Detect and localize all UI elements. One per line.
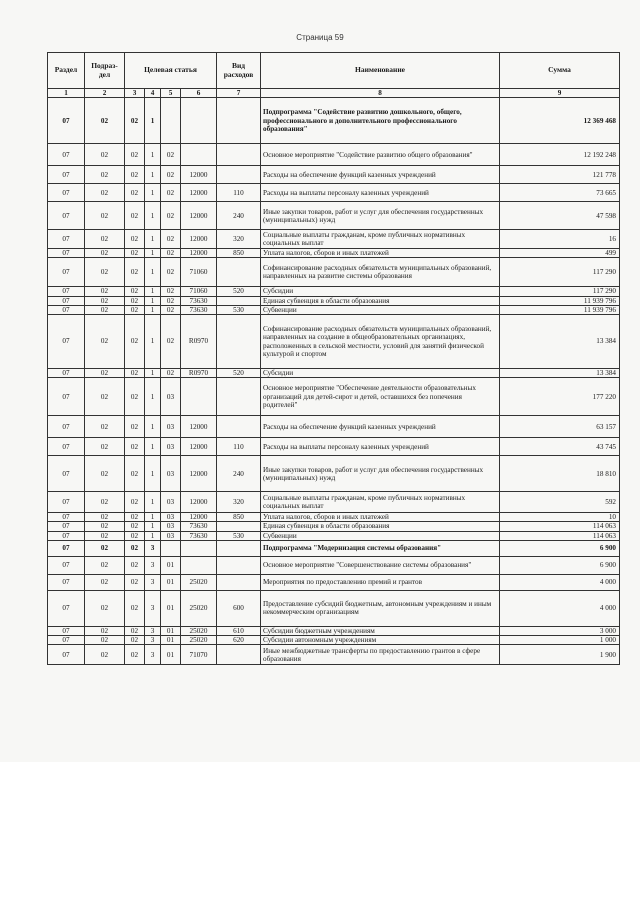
podrazdel-cell: 02 xyxy=(85,249,125,258)
cel-meropriyatie-cell: 02 xyxy=(161,184,181,202)
cel-podprogramma-cell: 1 xyxy=(145,416,161,438)
podrazdel-cell: 02 xyxy=(85,315,125,369)
naimenovanie-cell: Субвенции xyxy=(261,305,500,314)
razdel-cell: 07 xyxy=(48,626,85,635)
cel-podprogramma-cell: 1 xyxy=(145,230,161,249)
cel-napravlenie-cell: 12000 xyxy=(181,456,217,492)
naimenovanie-cell: Расходы на обеспечение функций казенных учреждений xyxy=(261,166,500,184)
table-row xyxy=(48,230,620,249)
cel-napravlenie-cell: 73630 xyxy=(181,531,217,540)
vid-rashodov-cell: 530 xyxy=(217,531,261,540)
razdel-cell: 07 xyxy=(48,305,85,314)
cel-statya-cell: 02 xyxy=(125,456,145,492)
naimenovanie-cell: Предоставление субсидий бюджетным, автономным учреждениям и иным некоммерческим организациям xyxy=(261,590,500,626)
cel-statya-cell: 02 xyxy=(125,590,145,626)
razdel-cell: 07 xyxy=(48,184,85,202)
razdel-cell: 07 xyxy=(48,645,85,665)
column-number: 3 xyxy=(125,89,145,98)
cel-meropriyatie-cell: 02 xyxy=(161,166,181,184)
cel-statya-cell: 02 xyxy=(125,184,145,202)
table-row xyxy=(48,556,620,574)
cel-podprogramma-cell: 3 xyxy=(145,626,161,635)
cel-statya-cell: 02 xyxy=(125,378,145,416)
cel-podprogramma-cell: 3 xyxy=(145,645,161,665)
cel-meropriyatie-cell: 02 xyxy=(161,230,181,249)
podrazdel-cell: 02 xyxy=(85,144,125,166)
column-number: 8 xyxy=(261,89,500,98)
cel-meropriyatie-cell: 02 xyxy=(161,202,181,230)
column-number: 1 xyxy=(48,89,85,98)
table-row xyxy=(48,531,620,540)
cel-meropriyatie-cell: 03 xyxy=(161,378,181,416)
naimenovanie-cell: Расходы на обеспечение функций казенных учреждений xyxy=(261,416,500,438)
summa-cell: 18 810 xyxy=(500,456,620,492)
cel-meropriyatie-cell: 03 xyxy=(161,531,181,540)
vid-rashodov-cell: 110 xyxy=(217,184,261,202)
summa-cell: 10 xyxy=(500,513,620,522)
naimenovanie-cell: Единая субвенция в области образования xyxy=(261,296,500,305)
razdel-cell: 07 xyxy=(48,531,85,540)
cel-meropriyatie-cell: 02 xyxy=(161,296,181,305)
cel-statya-cell: 02 xyxy=(125,540,145,556)
cel-statya-cell: 02 xyxy=(125,305,145,314)
cel-meropriyatie-cell: 02 xyxy=(161,369,181,378)
cel-meropriyatie-cell: 03 xyxy=(161,438,181,456)
vid-rashodov-cell: 530 xyxy=(217,305,261,314)
table-row xyxy=(48,540,620,556)
razdel-cell: 07 xyxy=(48,416,85,438)
table-row xyxy=(48,98,620,144)
cel-statya-cell: 02 xyxy=(125,202,145,230)
podrazdel-cell: 02 xyxy=(85,378,125,416)
cel-napravlenie-cell: 12000 xyxy=(181,492,217,513)
cel-meropriyatie-cell: 01 xyxy=(161,636,181,645)
cel-podprogramma-cell: 1 xyxy=(145,378,161,416)
cel-statya-cell: 02 xyxy=(125,144,145,166)
cel-meropriyatie-cell: 02 xyxy=(161,144,181,166)
cel-podprogramma-cell: 1 xyxy=(145,184,161,202)
cel-podprogramma-cell: 1 xyxy=(145,438,161,456)
cel-napravlenie-cell: R0970 xyxy=(181,315,217,369)
header-podrazdel: Подраз-дел xyxy=(85,53,125,89)
vid-rashodov-cell xyxy=(217,98,261,144)
table-row xyxy=(48,636,620,645)
summa-cell: 117 290 xyxy=(500,287,620,296)
naimenovanie-cell: Основное мероприятие "Совершенствование системы образования" xyxy=(261,556,500,574)
table-row xyxy=(48,166,620,184)
razdel-cell: 07 xyxy=(48,369,85,378)
cel-meropriyatie-cell: 01 xyxy=(161,574,181,590)
cel-meropriyatie-cell xyxy=(161,540,181,556)
cel-podprogramma-cell: 1 xyxy=(145,144,161,166)
cel-statya-cell: 02 xyxy=(125,626,145,635)
cel-podprogramma-cell: 1 xyxy=(145,315,161,369)
cel-podprogramma-cell: 1 xyxy=(145,522,161,531)
cel-napravlenie-cell: R0970 xyxy=(181,369,217,378)
column-number: 4 xyxy=(145,89,161,98)
cel-statya-cell: 02 xyxy=(125,249,145,258)
cel-meropriyatie-cell: 02 xyxy=(161,315,181,369)
table-row xyxy=(48,438,620,456)
column-number: 5 xyxy=(161,89,181,98)
summa-cell: 12 192 248 xyxy=(500,144,620,166)
cel-statya-cell: 02 xyxy=(125,438,145,456)
column-number: 9 xyxy=(500,89,620,98)
header-vid-rashodov: Вид расходов xyxy=(217,53,261,89)
table-row xyxy=(48,492,620,513)
vid-rashodov-cell: 320 xyxy=(217,230,261,249)
cel-statya-cell: 02 xyxy=(125,369,145,378)
cel-napravlenie-cell: 12000 xyxy=(181,513,217,522)
summa-cell: 592 xyxy=(500,492,620,513)
cel-meropriyatie-cell: 03 xyxy=(161,456,181,492)
vid-rashodov-cell: 850 xyxy=(217,249,261,258)
cel-napravlenie-cell: 12000 xyxy=(181,230,217,249)
cel-meropriyatie-cell: 01 xyxy=(161,626,181,635)
naimenovanie-cell: Социальные выплаты гражданам, кроме публичных нормативных социальных выплат xyxy=(261,230,500,249)
podrazdel-cell: 02 xyxy=(85,513,125,522)
cel-napravlenie-cell: 71070 xyxy=(181,645,217,665)
razdel-cell: 07 xyxy=(48,492,85,513)
cel-napravlenie-cell: 25020 xyxy=(181,626,217,635)
podrazdel-cell: 02 xyxy=(85,645,125,665)
razdel-cell: 07 xyxy=(48,98,85,144)
naimenovanie-cell: Мероприятия по предоставлению премий и грантов xyxy=(261,574,500,590)
podrazdel-cell: 02 xyxy=(85,230,125,249)
table-row xyxy=(48,287,620,296)
cel-napravlenie-cell: 25020 xyxy=(181,574,217,590)
naimenovanie-cell: Иные закупки товаров, работ и услуг для обеспечения государственных (муниципальных) нужд xyxy=(261,456,500,492)
naimenovanie-cell: Основное мероприятие "Содействие развитию общего образования" xyxy=(261,144,500,166)
summa-cell: 1 900 xyxy=(500,645,620,665)
table-row xyxy=(48,184,620,202)
vid-rashodov-cell xyxy=(217,296,261,305)
cel-meropriyatie-cell: 03 xyxy=(161,492,181,513)
summa-cell: 13 384 xyxy=(500,369,620,378)
cel-podprogramma-cell: 3 xyxy=(145,556,161,574)
table-row xyxy=(48,513,620,522)
cel-meropriyatie-cell: 02 xyxy=(161,305,181,314)
summa-cell: 499 xyxy=(500,249,620,258)
vid-rashodov-cell xyxy=(217,144,261,166)
razdel-cell: 07 xyxy=(48,636,85,645)
cel-napravlenie-cell: 12000 xyxy=(181,166,217,184)
naimenovanie-cell: Иные межбюджетные трансферты по предоставлению грантов в сфере образования xyxy=(261,645,500,665)
table-row xyxy=(48,315,620,369)
podrazdel-cell: 02 xyxy=(85,166,125,184)
table-row xyxy=(48,626,620,635)
vid-rashodov-cell: 600 xyxy=(217,590,261,626)
vid-rashodov-cell: 520 xyxy=(217,287,261,296)
cel-statya-cell: 02 xyxy=(125,556,145,574)
podrazdel-cell: 02 xyxy=(85,258,125,287)
cel-statya-cell: 02 xyxy=(125,258,145,287)
header-celevaya-statya: Целевая статья xyxy=(125,53,217,89)
cel-podprogramma-cell: 1 xyxy=(145,287,161,296)
cel-meropriyatie-cell: 02 xyxy=(161,258,181,287)
cel-statya-cell: 02 xyxy=(125,492,145,513)
cel-meropriyatie-cell: 01 xyxy=(161,556,181,574)
podrazdel-cell: 02 xyxy=(85,626,125,635)
cel-napravlenie-cell xyxy=(181,556,217,574)
vid-rashodov-cell: 520 xyxy=(217,369,261,378)
cel-napravlenie-cell: 12000 xyxy=(181,184,217,202)
cel-statya-cell: 02 xyxy=(125,522,145,531)
cel-napravlenie-cell xyxy=(181,378,217,416)
podrazdel-cell: 02 xyxy=(85,369,125,378)
cel-statya-cell: 02 xyxy=(125,574,145,590)
table-row xyxy=(48,144,620,166)
naimenovanie-cell: Социальные выплаты гражданам, кроме публичных нормативных социальных выплат xyxy=(261,492,500,513)
cel-statya-cell: 02 xyxy=(125,98,145,144)
cel-statya-cell: 02 xyxy=(125,166,145,184)
cel-podprogramma-cell: 1 xyxy=(145,258,161,287)
podrazdel-cell: 02 xyxy=(85,305,125,314)
cel-napravlenie-cell: 25020 xyxy=(181,636,217,645)
podrazdel-cell: 02 xyxy=(85,522,125,531)
table-row xyxy=(48,590,620,626)
summa-cell: 1 000 xyxy=(500,636,620,645)
cel-napravlenie-cell: 12000 xyxy=(181,202,217,230)
vid-rashodov-cell: 850 xyxy=(217,513,261,522)
table-row xyxy=(48,574,620,590)
naimenovanie-cell: Иные закупки товаров, работ и услуг для обеспечения государственных (муниципальных) нужд xyxy=(261,202,500,230)
summa-cell: 4 000 xyxy=(500,590,620,626)
cel-podprogramma-cell: 3 xyxy=(145,540,161,556)
vid-rashodov-cell xyxy=(217,574,261,590)
cel-podprogramma-cell: 1 xyxy=(145,305,161,314)
podrazdel-cell: 02 xyxy=(85,456,125,492)
podrazdel-cell: 02 xyxy=(85,531,125,540)
vid-rashodov-cell xyxy=(217,315,261,369)
podrazdel-cell: 02 xyxy=(85,296,125,305)
naimenovanie-cell: Подпрограмма "Содействие развитию дошкольного, общего, профессионального и дополнительного профессионального образования" xyxy=(261,98,500,144)
budget-table xyxy=(47,52,620,665)
cel-napravlenie-cell: 73630 xyxy=(181,522,217,531)
header-summa: Сумма xyxy=(500,53,620,89)
summa-cell: 177 220 xyxy=(500,378,620,416)
cel-napravlenie-cell: 12000 xyxy=(181,416,217,438)
naimenovanie-cell: Уплата налогов, сборов и иных платежей xyxy=(261,249,500,258)
summa-cell: 6 900 xyxy=(500,540,620,556)
podrazdel-cell: 02 xyxy=(85,540,125,556)
razdel-cell: 07 xyxy=(48,230,85,249)
table-row xyxy=(48,522,620,531)
naimenovanie-cell: Единая субвенция в области образования xyxy=(261,522,500,531)
table-row xyxy=(48,369,620,378)
cel-napravlenie-cell: 71060 xyxy=(181,287,217,296)
razdel-cell: 07 xyxy=(48,144,85,166)
naimenovanie-cell: Расходы на выплаты персоналу казенных учреждений xyxy=(261,184,500,202)
razdel-cell: 07 xyxy=(48,522,85,531)
razdel-cell: 07 xyxy=(48,166,85,184)
vid-rashodov-cell: 620 xyxy=(217,636,261,645)
razdel-cell: 07 xyxy=(48,438,85,456)
razdel-cell: 07 xyxy=(48,556,85,574)
naimenovanie-cell: Софинансирование расходных обязательств муниципальных образований, направленных на создание в общеобразовательных организациях, расположенных в сельской местности, условий для занятий физической культурой и спортом xyxy=(261,315,500,369)
cel-podprogramma-cell: 1 xyxy=(145,369,161,378)
summa-cell: 11 939 796 xyxy=(500,305,620,314)
vid-rashodov-cell xyxy=(217,522,261,531)
cel-podprogramma-cell: 3 xyxy=(145,574,161,590)
vid-rashodov-cell: 240 xyxy=(217,456,261,492)
cel-napravlenie-cell: 12000 xyxy=(181,438,217,456)
column-number-row xyxy=(48,89,620,98)
summa-cell: 11 939 796 xyxy=(500,296,620,305)
summa-cell: 13 384 xyxy=(500,315,620,369)
podrazdel-cell: 02 xyxy=(85,184,125,202)
podrazdel-cell: 02 xyxy=(85,98,125,144)
cel-podprogramma-cell: 1 xyxy=(145,456,161,492)
cel-napravlenie-cell: 25020 xyxy=(181,590,217,626)
podrazdel-cell: 02 xyxy=(85,574,125,590)
podrazdel-cell: 02 xyxy=(85,438,125,456)
cel-meropriyatie-cell: 03 xyxy=(161,522,181,531)
cel-podprogramma-cell: 1 xyxy=(145,202,161,230)
naimenovanie-cell: Подпрограмма "Модернизация системы образования" xyxy=(261,540,500,556)
column-number: 6 xyxy=(181,89,217,98)
cel-napravlenie-cell: 73630 xyxy=(181,296,217,305)
podrazdel-cell: 02 xyxy=(85,492,125,513)
razdel-cell: 07 xyxy=(48,540,85,556)
razdel-cell: 07 xyxy=(48,258,85,287)
summa-cell: 114 063 xyxy=(500,531,620,540)
cel-podprogramma-cell: 1 xyxy=(145,531,161,540)
razdel-cell: 07 xyxy=(48,590,85,626)
vid-rashodov-cell: 240 xyxy=(217,202,261,230)
razdel-cell: 07 xyxy=(48,315,85,369)
summa-cell: 43 745 xyxy=(500,438,620,456)
cel-statya-cell: 02 xyxy=(125,230,145,249)
summa-cell: 3 000 xyxy=(500,626,620,635)
naimenovanie-cell: Субвенции xyxy=(261,531,500,540)
cel-podprogramma-cell: 1 xyxy=(145,296,161,305)
column-number: 7 xyxy=(217,89,261,98)
razdel-cell: 07 xyxy=(48,287,85,296)
summa-cell: 63 157 xyxy=(500,416,620,438)
podrazdel-cell: 02 xyxy=(85,636,125,645)
vid-rashodov-cell xyxy=(217,416,261,438)
summa-cell: 73 665 xyxy=(500,184,620,202)
razdel-cell: 07 xyxy=(48,574,85,590)
naimenovanie-cell: Субсидии автономным учреждениям xyxy=(261,636,500,645)
cel-podprogramma-cell: 1 xyxy=(145,249,161,258)
table-row xyxy=(48,202,620,230)
column-number: 2 xyxy=(85,89,125,98)
table-row xyxy=(48,645,620,665)
cel-napravlenie-cell: 12000 xyxy=(181,249,217,258)
cel-meropriyatie-cell: 03 xyxy=(161,416,181,438)
table-row xyxy=(48,456,620,492)
podrazdel-cell: 02 xyxy=(85,416,125,438)
cel-podprogramma-cell: 3 xyxy=(145,636,161,645)
vid-rashodov-cell xyxy=(217,258,261,287)
naimenovanie-cell: Софинансирование расходных обязательств муниципальных образований, направленных на развитие системы образования xyxy=(261,258,500,287)
cel-statya-cell: 02 xyxy=(125,636,145,645)
naimenovanie-cell: Уплата налогов, сборов и иных платежей xyxy=(261,513,500,522)
page-label: Страница 59 xyxy=(296,33,344,42)
cel-meropriyatie-cell: 02 xyxy=(161,287,181,296)
summa-cell: 121 778 xyxy=(500,166,620,184)
cel-podprogramma-cell: 1 xyxy=(145,492,161,513)
naimenovanie-cell: Субсидии xyxy=(261,287,500,296)
vid-rashodov-cell xyxy=(217,166,261,184)
razdel-cell: 07 xyxy=(48,456,85,492)
naimenovanie-cell: Субсидии xyxy=(261,369,500,378)
cel-statya-cell: 02 xyxy=(125,645,145,665)
summa-cell: 117 290 xyxy=(500,258,620,287)
naimenovanie-cell: Расходы на выплаты персоналу казенных учреждений xyxy=(261,438,500,456)
razdel-cell: 07 xyxy=(48,378,85,416)
razdel-cell: 07 xyxy=(48,513,85,522)
header-razdel: Раздел xyxy=(48,53,85,89)
cel-podprogramma-cell: 3 xyxy=(145,590,161,626)
cel-napravlenie-cell: 73630 xyxy=(181,305,217,314)
summa-cell: 6 900 xyxy=(500,556,620,574)
podrazdel-cell: 02 xyxy=(85,287,125,296)
podrazdel-cell: 02 xyxy=(85,556,125,574)
cel-napravlenie-cell xyxy=(181,144,217,166)
cel-napravlenie-cell: 71060 xyxy=(181,258,217,287)
cel-meropriyatie-cell: 01 xyxy=(161,590,181,626)
naimenovanie-cell: Основное мероприятие "Обеспечение деятельности образовательных организаций для детей-сирот и детей, оставшихся без попечения родителей" xyxy=(261,378,500,416)
table-row xyxy=(48,416,620,438)
cel-statya-cell: 02 xyxy=(125,296,145,305)
table-row xyxy=(48,296,620,305)
summa-cell: 16 xyxy=(500,230,620,249)
summa-cell: 4 000 xyxy=(500,574,620,590)
cel-meropriyatie-cell xyxy=(161,98,181,144)
vid-rashodov-cell xyxy=(217,540,261,556)
cel-podprogramma-cell: 1 xyxy=(145,513,161,522)
vid-rashodov-cell xyxy=(217,645,261,665)
table-row xyxy=(48,258,620,287)
cel-statya-cell: 02 xyxy=(125,287,145,296)
naimenovanie-cell: Субсидии бюджетным учреждениям xyxy=(261,626,500,635)
vid-rashodov-cell xyxy=(217,378,261,416)
cel-napravlenie-cell xyxy=(181,540,217,556)
cel-podprogramma-cell: 1 xyxy=(145,166,161,184)
table-row xyxy=(48,249,620,258)
podrazdel-cell: 02 xyxy=(85,590,125,626)
vid-rashodov-cell: 610 xyxy=(217,626,261,635)
summa-cell: 12 369 468 xyxy=(500,98,620,144)
cel-statya-cell: 02 xyxy=(125,416,145,438)
podrazdel-cell: 02 xyxy=(85,202,125,230)
cel-statya-cell: 02 xyxy=(125,513,145,522)
cel-meropriyatie-cell: 01 xyxy=(161,645,181,665)
razdel-cell: 07 xyxy=(48,202,85,230)
table-body xyxy=(48,98,620,665)
vid-rashodov-cell: 320 xyxy=(217,492,261,513)
header-naimenovanie: Наименование xyxy=(261,53,500,89)
cel-napravlenie-cell xyxy=(181,98,217,144)
cel-statya-cell: 02 xyxy=(125,531,145,540)
summa-cell: 47 598 xyxy=(500,202,620,230)
table-row xyxy=(48,305,620,314)
summa-cell: 114 063 xyxy=(500,522,620,531)
razdel-cell: 07 xyxy=(48,249,85,258)
cel-meropriyatie-cell: 03 xyxy=(161,513,181,522)
table-row xyxy=(48,378,620,416)
cel-statya-cell: 02 xyxy=(125,315,145,369)
cel-meropriyatie-cell: 02 xyxy=(161,249,181,258)
razdel-cell: 07 xyxy=(48,296,85,305)
vid-rashodov-cell xyxy=(217,556,261,574)
cel-podprogramma-cell: 1 xyxy=(145,98,161,144)
vid-rashodov-cell: 110 xyxy=(217,438,261,456)
